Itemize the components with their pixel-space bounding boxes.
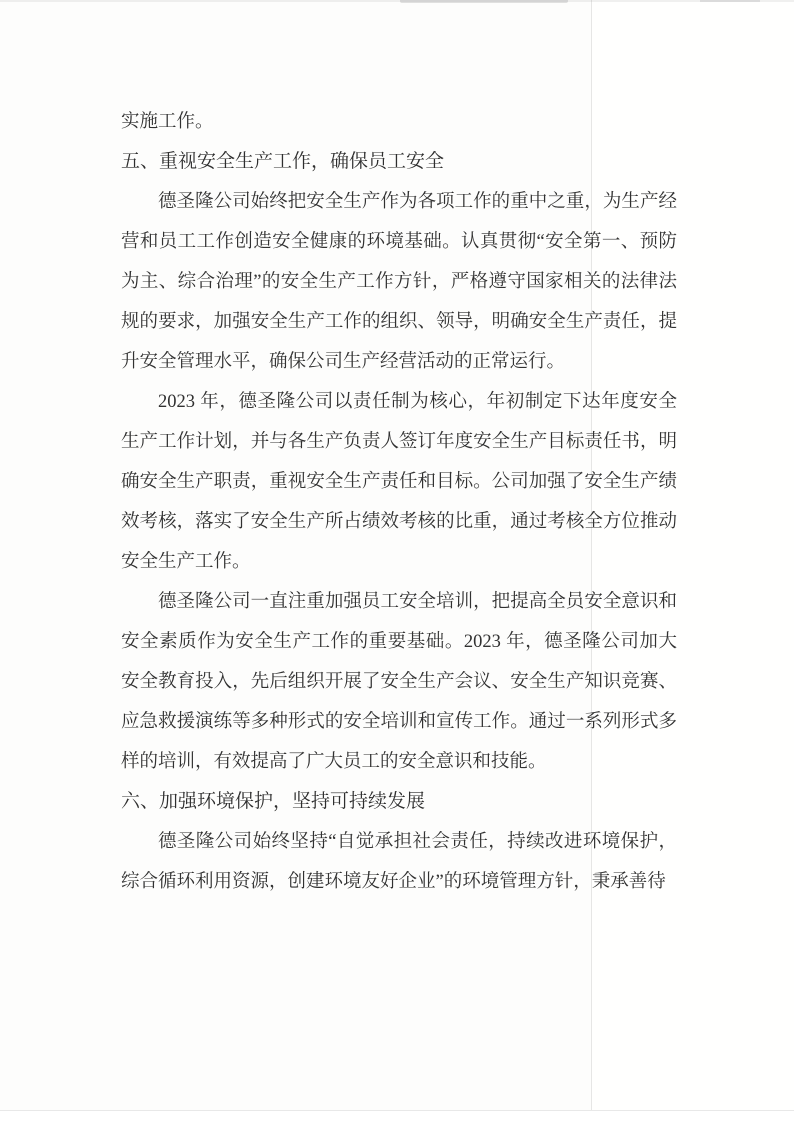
scan-artifact-top-streak — [0, 0, 794, 2]
scan-artifact-top-smudge-2 — [700, 0, 760, 2]
scan-artifact-top-smudge — [400, 0, 568, 3]
section-5-heading: 五、重视安全生产工作，确保员工安全 — [121, 151, 445, 172]
section-5-paragraph-3: 德圣隆公司一直注重加强员工安全培训，把提高全员安全意识和安全素质作为安全生产工作的重要基础。2023 年，德圣隆公司加大安全教育投入，先后组织开展了安全生产会议、安全生产知识竞赛、应急救援演练等多种形式的安全培训和宣传工作。通过一系列形式多样的培训，有效提高了广大员工的安全意识和技能。 — [121, 592, 677, 772]
document-text-block — [121, 102, 677, 902]
section-6-heading: 六、加强环境保护，坚持可持续发展 — [121, 791, 426, 812]
section-5-paragraph-2: 2023 年，德圣隆公司以责任制为核心，年初制定下达年度安全生产工作计划，并与各生产负责人签订年度安全生产目标责任书，明确安全生产职责，重视安全生产责任和目标。公司加强了安全生产绩效考核，落实了安全生产所占绩效考核的比重，通过考核全方位推动安全生产工作。 — [121, 392, 677, 572]
section-5-paragraph-1: 德圣隆公司始终把安全生产作为各项工作的重中之重，为生产经营和员工工作创造安全健康的环境基础。认真贯彻“安全第一、预防为主、综合治理”的安全生产工作方针，严格遵守国家相关的法律法规的要求，加强安全生产工作的组织、领导，明确安全生产责任，提升安全管理水平，确保公司生产经营活动的正常运行。 — [121, 192, 677, 372]
continuation-paragraph: 实施工作。 — [121, 112, 214, 132]
section-6-paragraph-1: 德圣隆公司始终坚持“自觉承担社会责任，持续改进环境保护，综合循环利用资源，创建环境友好企业”的环境管理方针，秉承善待 — [121, 832, 677, 892]
